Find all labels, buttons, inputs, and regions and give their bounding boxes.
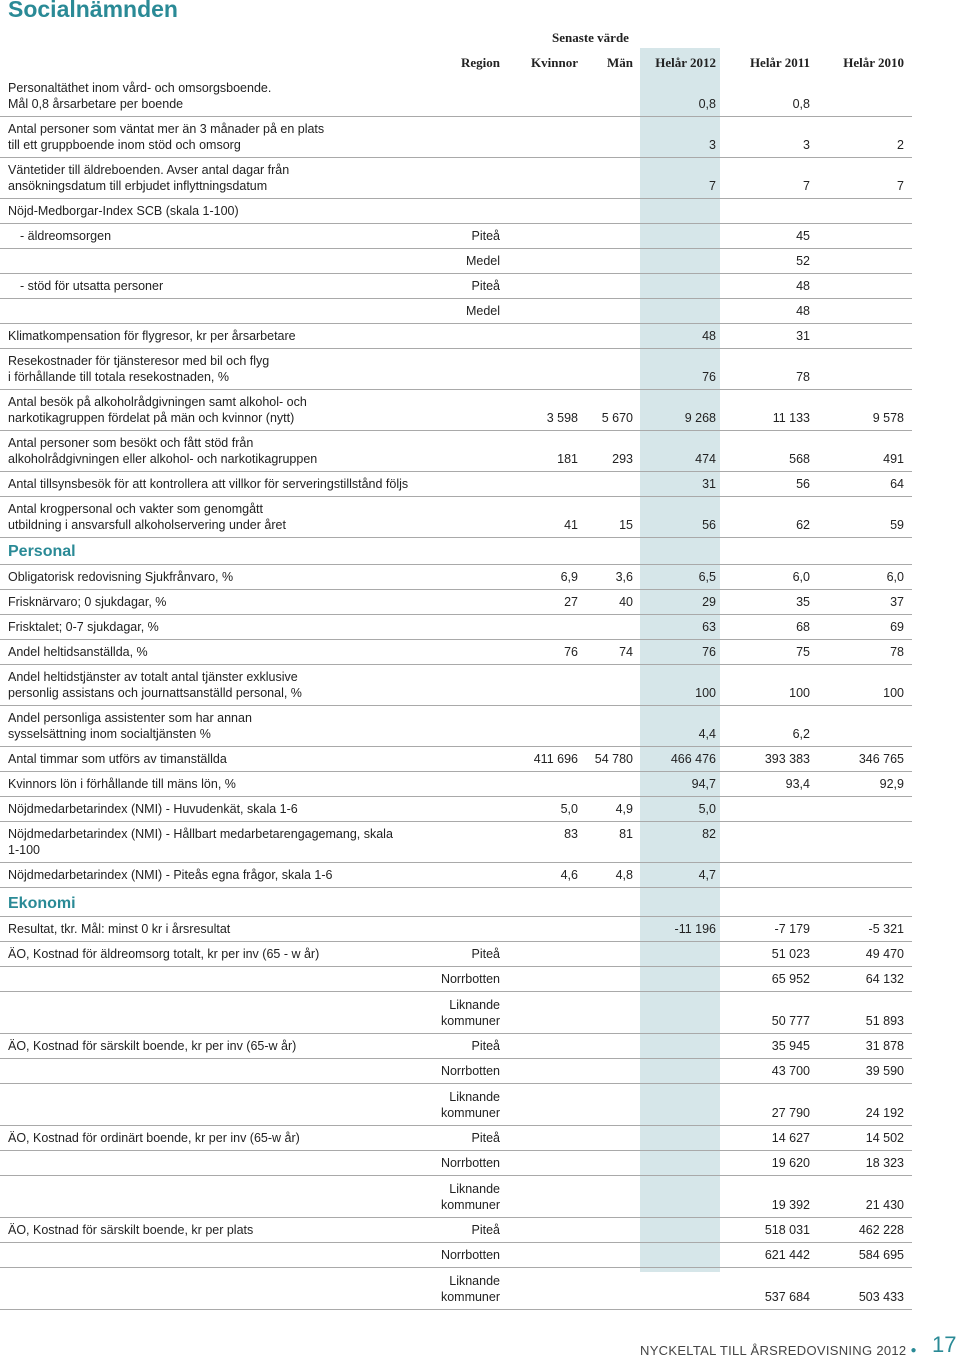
table-row [0, 615, 912, 640]
cell-region: Liknande kommuner [440, 1182, 500, 1212]
cell-2012: 63 [702, 620, 716, 634]
latest-value-heading: Senaste värde [552, 30, 629, 45]
cell-kvinnor: 83 [564, 827, 578, 841]
cell-man: 15 [619, 518, 633, 532]
cell-2012: 4,7 [698, 868, 716, 882]
cell-region: Piteå [471, 1223, 500, 1237]
cell-2011: 621 442 [764, 1248, 810, 1262]
row-label: Kvinnors lön i förhållande till mäns lön, % [8, 777, 236, 791]
cell-2011: 35 945 [771, 1039, 810, 1053]
cell-kvinnor: 41 [564, 518, 578, 532]
header-2012: Helår 2012 [655, 55, 716, 70]
cell-man: 293 [612, 452, 633, 466]
cell-2010: 78 [890, 645, 904, 659]
row-label: Antal tillsynsbesök för att kontrollera att villkor för serveringstillstånd följs [8, 477, 409, 491]
row-label: Andel personliga assistenter som har annan sysselsättning inom socialtjänsten % [8, 711, 252, 741]
cell-2011: 100 [789, 686, 810, 700]
row-label: Antal personer som besökt och fått stöd från alkoholrådgivningen eller alkohol- och narkotikagruppen [8, 436, 318, 466]
cell-region: Norrbotten [440, 1156, 500, 1170]
section-heading [0, 538, 912, 565]
header-2011: Helår 2011 [749, 55, 810, 70]
cell-region: Medel [465, 304, 500, 318]
row-label: Personaltäthet inom vård- och omsorgsboende. Mål 0,8 årsarbetare per boende [8, 81, 272, 111]
table-row [0, 224, 912, 249]
cell-man: 54 780 [594, 752, 633, 766]
table-row [0, 1176, 912, 1218]
table-row [0, 1059, 912, 1084]
row-label: Andel heltidstjänster av totalt antal tjänster exklusive personlig assistans och journattsanställd personal, % [8, 670, 302, 700]
cell-2010: 24 192 [865, 1106, 904, 1120]
table-row [0, 1268, 912, 1310]
cell-2011: 50 777 [771, 1014, 810, 1028]
row-label: Nöjdmedarbetarindex (NMI) - Hållbart medarbetarengagemang, skala 1-100 [8, 827, 393, 857]
table-row [0, 917, 912, 942]
table-row [0, 992, 912, 1034]
table-row [0, 158, 912, 199]
cell-2011: 68 [796, 620, 810, 634]
cell-region: Piteå [471, 229, 500, 243]
cell-2011: 35 [796, 595, 810, 609]
table-row [0, 772, 912, 797]
table-row [0, 199, 912, 224]
cell-man: 74 [619, 645, 633, 659]
cell-region: Liknande kommuner [440, 1274, 500, 1304]
section-title: Personal [8, 543, 76, 560]
table-row [0, 472, 912, 497]
cell-kvinnor: 4,6 [560, 868, 578, 882]
cell-2010: 14 502 [865, 1131, 904, 1145]
cell-2010: 92,9 [879, 777, 904, 791]
cell-2010: 491 [883, 452, 904, 466]
cell-2012: 9 268 [684, 411, 716, 425]
cell-kvinnor: 411 696 [533, 752, 578, 766]
row-label: Antal personer som väntat mer än 3 månader på en plats till ett gruppboende inom stöd och omsorg [8, 122, 325, 152]
table-row [0, 76, 912, 117]
table-row [0, 349, 912, 390]
header-2010: Helår 2010 [843, 55, 904, 70]
cell-2011: 14 627 [771, 1131, 810, 1145]
cell-region: Norrbotten [440, 1064, 500, 1078]
table-row [0, 1126, 912, 1151]
cell-2011: 27 790 [771, 1106, 810, 1120]
table-row [0, 1151, 912, 1176]
header-region: Region [461, 55, 500, 70]
table-row [0, 565, 912, 590]
cell-2011: 51 023 [771, 947, 810, 961]
cell-kvinnor: 3 598 [546, 411, 578, 425]
row-label: Nöjdmedarbetarindex (NMI) - Piteås egna frågor, skala 1-6 [8, 868, 333, 882]
cell-kvinnor: 6,9 [560, 570, 578, 584]
cell-2011: 43 700 [771, 1064, 810, 1078]
row-label: ÄO, Kostnad för ordinärt boende, kr per inv (65-w år) [8, 1131, 300, 1145]
cell-2011: 7 [803, 179, 810, 193]
cell-2010: 69 [890, 620, 904, 634]
cell-2012: 76 [702, 645, 716, 659]
cell-man: 81 [619, 827, 633, 841]
cell-2011: 48 [796, 279, 810, 293]
cell-2011: 56 [796, 477, 810, 491]
cell-2012: 474 [695, 452, 716, 466]
cell-2012: 76 [702, 370, 716, 384]
cell-man: 4,8 [615, 868, 633, 882]
cell-region: Norrbotten [440, 972, 500, 986]
cell-region: Piteå [471, 1039, 500, 1053]
row-label: Frisktalet; 0-7 sjukdagar, % [8, 620, 159, 634]
row-label: ÄO, Kostnad för särskilt boende, kr per plats [8, 1223, 254, 1237]
cell-2010: 503 433 [858, 1290, 904, 1304]
cell-2010: 39 590 [865, 1064, 904, 1078]
cell-2012: 100 [695, 686, 716, 700]
page-number: 17 [932, 1332, 957, 1357]
cell-2010: 59 [890, 518, 904, 532]
cell-2012: 82 [702, 827, 716, 841]
row-label: - stöd för utsatta personer [20, 279, 164, 293]
cell-region: Piteå [471, 1131, 500, 1145]
table-row [0, 863, 912, 888]
cell-2012: 7 [709, 179, 716, 193]
cell-kvinnor: 76 [564, 645, 578, 659]
row-label: ÄO, Kostnad för äldreomsorg totalt, kr per inv (65 - w år) [8, 947, 320, 961]
cell-2011: 62 [796, 518, 810, 532]
row-label: Nöjdmedarbetarindex (NMI) - Huvudenkät, skala 1-6 [8, 802, 298, 816]
row-label: Nöjd-Medborgar-Index SCB (skala 1-100) [8, 204, 239, 218]
cell-man: 3,6 [615, 570, 633, 584]
table-row [0, 117, 912, 158]
cell-2011: 0,8 [792, 97, 810, 111]
row-label: Obligatorisk redovisning Sjukfrånvaro, % [8, 570, 234, 584]
cell-2010: 9 578 [872, 411, 904, 425]
cell-2012: -11 196 [674, 922, 716, 936]
cell-2011: 6,0 [792, 570, 810, 584]
cell-region: Liknande kommuner [440, 1090, 500, 1120]
cell-2012: 466 476 [670, 752, 716, 766]
cell-kvinnor: 181 [557, 452, 578, 466]
cell-2012: 48 [702, 329, 716, 343]
cell-2011: 393 383 [764, 752, 810, 766]
page-footer [640, 1343, 923, 1358]
row-label: Antal besök på alkoholrådgivningen samt alkohol- och narkotikagruppen fördelat på män och kvinnor (nytt) [8, 395, 307, 425]
table-row [0, 665, 912, 706]
table-row [0, 822, 912, 863]
cell-2010: 51 893 [865, 1014, 904, 1028]
cell-2010: 18 323 [865, 1156, 904, 1170]
row-label: Resultat, tkr. Mål: minst 0 kr i årsresultat [8, 922, 231, 936]
cell-2012: 4,4 [698, 727, 716, 741]
key-figures-table [0, 76, 912, 1310]
cell-2010: -5 321 [868, 922, 904, 936]
cell-region: Piteå [471, 947, 500, 961]
table-row [0, 249, 912, 274]
cell-2011: 3 [803, 138, 810, 152]
cell-2011: 75 [796, 645, 810, 659]
cell-region: Medel [465, 254, 500, 268]
cell-2010: 462 228 [858, 1223, 904, 1237]
cell-2010: 49 470 [865, 947, 904, 961]
cell-2011: 45 [796, 229, 810, 243]
cell-2011: 78 [796, 370, 810, 384]
row-label: Frisknärvaro; 0 sjukdagar, % [8, 595, 167, 609]
page-title: Socialnämnden [8, 0, 178, 22]
cell-2011: 65 952 [771, 972, 810, 986]
row-label: - äldreomsorgen [20, 229, 112, 243]
cell-2011: 31 [796, 329, 810, 343]
cell-2010: 346 765 [858, 752, 904, 766]
table-row [0, 640, 912, 665]
cell-2010: 64 [890, 477, 904, 491]
cell-2011: 6,2 [792, 727, 810, 741]
cell-2011: 11 133 [772, 411, 810, 425]
row-label: Väntetider till äldreboenden. Avser antal dagar från ansökningsdatum till erbjudet inflyttningsdatum [8, 163, 290, 193]
cell-2012: 0,8 [698, 97, 716, 111]
table-row [0, 299, 912, 324]
table-row [0, 797, 912, 822]
cell-2011: 19 620 [771, 1156, 810, 1170]
table-row [0, 431, 912, 472]
section-title: Ekonomi [8, 895, 76, 912]
table-row [0, 324, 912, 349]
row-label: Klimatkompensation för flygresor, kr per årsarbetare [8, 329, 296, 343]
table-row [0, 390, 912, 431]
table-row [0, 1084, 912, 1126]
cell-2010: 6,0 [886, 570, 904, 584]
table-row [0, 942, 912, 967]
cell-kvinnor: 5,0 [560, 802, 578, 816]
cell-2011: -7 179 [774, 922, 810, 936]
cell-man: 4,9 [615, 802, 633, 816]
cell-2010: 37 [890, 595, 904, 609]
cell-2012: 5,0 [698, 802, 716, 816]
cell-2011: 52 [796, 254, 810, 268]
table-row [0, 747, 912, 772]
cell-2012: 31 [702, 477, 716, 491]
row-label: Andel heltidsanställda, % [8, 645, 148, 659]
table-header [0, 53, 912, 73]
cell-kvinnor: 27 [564, 595, 578, 609]
cell-2010: 64 132 [865, 972, 904, 986]
footer-text: NYCKELTAL TILL ÅRSREDOVISNING 2012 [640, 1343, 907, 1358]
header-man: Män [607, 55, 633, 70]
table-row [0, 967, 912, 992]
cell-region: Piteå [471, 279, 500, 293]
header-kvinnor: Kvinnor [531, 55, 578, 70]
cell-2012: 94,7 [691, 777, 716, 791]
cell-2011: 537 684 [764, 1290, 810, 1304]
cell-2010: 2 [897, 138, 904, 152]
cell-2010: 100 [883, 686, 904, 700]
table-row [0, 590, 912, 615]
cell-2010: 31 878 [865, 1039, 904, 1053]
cell-region: Norrbotten [440, 1248, 500, 1262]
cell-2010: 7 [897, 179, 904, 193]
table-row [0, 706, 912, 747]
cell-2011: 19 392 [771, 1198, 810, 1212]
cell-2012: 3 [709, 138, 716, 152]
table-row [0, 1034, 912, 1059]
cell-2011: 518 031 [764, 1223, 810, 1237]
cell-2012: 29 [702, 595, 716, 609]
row-label: Antal krogpersonal och vakter som genomgått utbildning i ansvarsfull alkoholservering under året [8, 502, 286, 532]
row-label: Resekostnader för tjänsteresor med bil och flyg i förhållande till totala resekostnaden, % [8, 354, 270, 384]
table-row [0, 1218, 912, 1243]
bullet-dot-icon: ● [910, 1345, 917, 1356]
cell-2012: 6,5 [698, 570, 716, 584]
cell-2011: 568 [789, 452, 810, 466]
cell-2011: 48 [796, 304, 810, 318]
section-heading [0, 888, 912, 917]
cell-2011: 93,4 [785, 777, 810, 791]
cell-2012: 56 [702, 518, 716, 532]
cell-region: Liknande kommuner [440, 998, 500, 1028]
cell-2010: 584 695 [858, 1248, 904, 1262]
cell-2010: 21 430 [865, 1198, 904, 1212]
table-row [0, 497, 912, 538]
cell-man: 5 670 [601, 411, 633, 425]
cell-man: 40 [619, 595, 633, 609]
row-label: Antal timmar som utförs av timanställda [8, 752, 227, 766]
row-label: ÄO, Kostnad för särskilt boende, kr per inv (65-w år) [8, 1039, 297, 1053]
table-row [0, 274, 912, 299]
table-row [0, 1243, 912, 1268]
